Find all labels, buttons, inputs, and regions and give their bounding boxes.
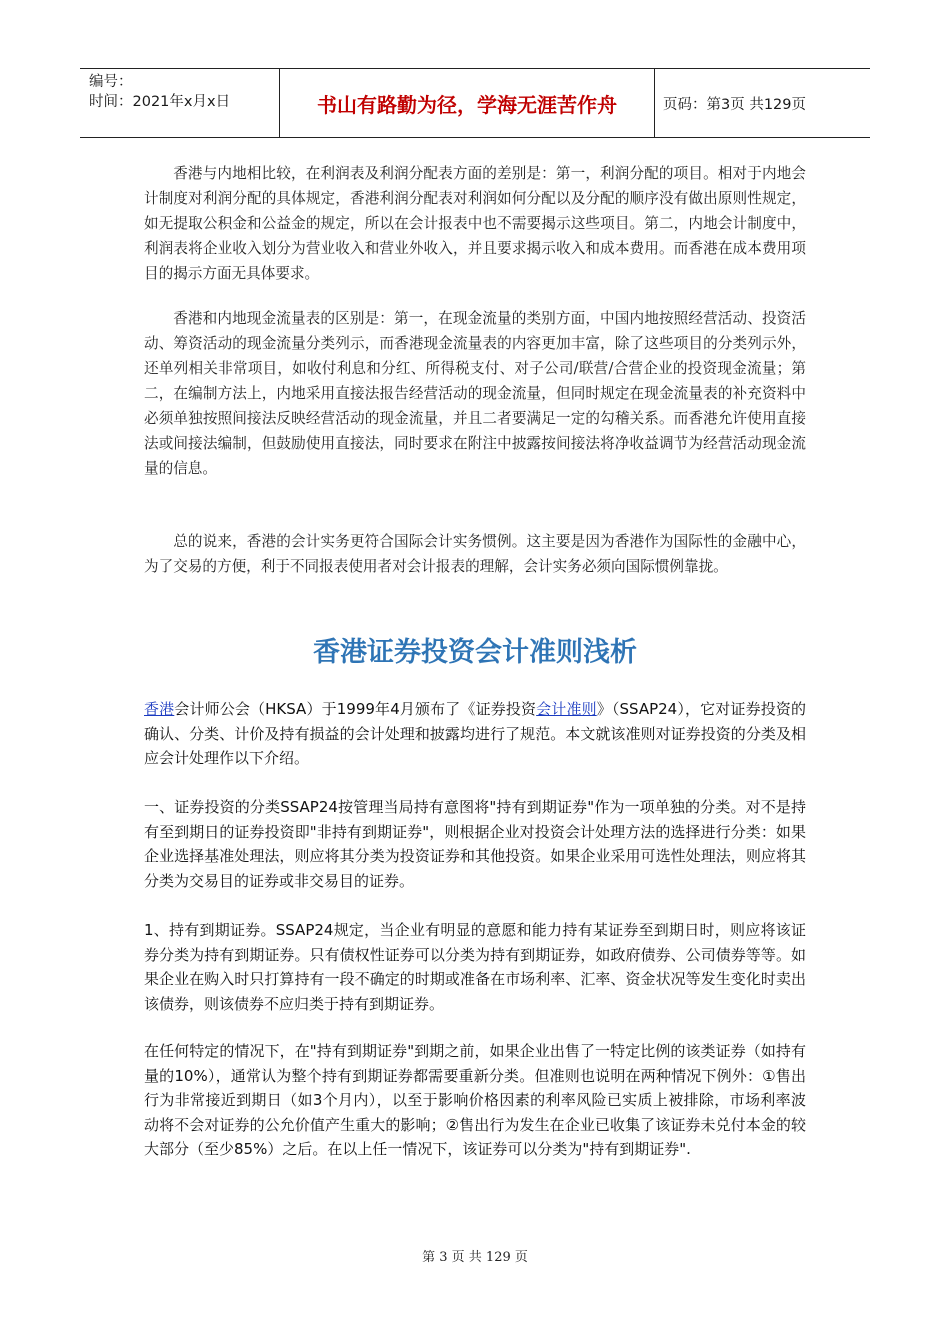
link-accounting-standard[interactable]: 会计准则 [536,700,597,718]
header-left-cell [80,69,280,137]
header-table [80,68,870,138]
intro-text-1: 会计师公会（HKSA）于1999年4月颁布了《证券投资 [174,700,537,718]
header-page-info: 页码：第3页 共129页 [663,96,807,113]
footer-page-number: 第 3 页 共 129 页 [422,1250,528,1265]
paragraph-cash-flow: 香港和内地现金流量表的区别是：第一，在现金流量的类别方面，中国内地按照经营活动、投资活动、筹资活动的现金流量分类列示，而香港现金流量表的内容更加丰富，除了这些项目的分类列示外，还单列相关非常项目，如收付利息和分红、所得税支付、对子公司/联营/合营企业的投资现金流量；第二，在编制方法上，内地采用直接法报告经营活动的现金流量，但同时规定在现金流量表的补充资料中必须单独按照间接法反映经营活动的现金流量，并且二者要满足一定的勾稽关系。而香港允许使用直接法或间接法编制，但鼓励使用直接法，同时要求在附注中披露按间接法将净收益调节为经营活动现金流量的信息。 [144,310,806,477]
intro-text-2: 》（SSAP24），它对证券投资的确认、分类、计价及持有损益的会计处理和披露均进行了规范。本文就该准则对证券投资的分类及相应会计处理作以下介绍。 [144,700,806,767]
paragraph-classification: 一、证券投资的分类SSAP24按管理当局持有意图将"持有到期证券"作为一项单独的分类。对不是持有至到期日的证券投资即"非持有到期证券"，则根据企业对投资会计处理方法的选择进行分类：如果企业选择基准处理法，则应将其分类为投资证券和其他投资。如果企业采用可选性处理法，则应将其分类为交易目的证券或非交易目的证券。 [144,798,806,890]
date-label: 时间：2021年x月x日 [89,94,231,110]
paragraph-summary: 总的说来，香港的会计实务更符合国际会计实务惯例。这主要是因为香港作为国际性的金融中心，为了交易的方便，利于不同报表使用者对会计报表的理解，会计实务必须向国际惯例靠拢。 [144,533,806,575]
link-hongkong[interactable]: 香港 [144,700,175,718]
header-motto: 书山有路勤为径，学海无涯苦作舟 [280,69,655,137]
paragraph-exceptions: 在任何特定的情况下，在"持有到期证券"到期之前，如果企业出售了一特定比例的该类证券（如持有量的10%），通常认为整个持有到期证券都需要重新分类。但准则也说明在两种情况下例外：①售出行为非常接近到期日（如3个月内），以至于影响价格因素的利率风险已实质上被排除，市场利率波动将不会对证券的公允价值产生重大的影响；②售出行为发生在企业已收集了该证券未兑付本金的较大部分（至少85%）之后。在以上任一情况下，该证券可以分类为"持有到期证券". [144,1042,806,1158]
article-title: 香港证券投资会计准则浅析 [313,637,637,668]
paragraph-held-to-maturity: 1、持有到期证券。SSAP24规定，当企业有明显的意愿和能力持有某证券至到期日时，则应将该证券分类为持有到期证券。只有债权性证券可以分类为持有到期证券，如政府债券、公司债券等等。如果企业在购入时只打算持有一段不确定的时期或准备在市场利率、汇率、资金状况等发生变化时卖出该债券，则该债券不应归类于持有到期证券。 [144,921,806,1013]
number-label: 编号： [89,74,133,90]
paragraph-intro [144,697,806,771]
paragraph-profit-statement: 香港与内地相比较，在利润表及利润分配表方面的差别是：第一，利润分配的项目。相对于内地会计制度对利润分配的具体规定，香港利润分配表对利润如何分配以及分配的顺序没有做出原则性规定，如无提取公积金和公益金的规定，所以在会计报表中也不需要揭示这些项目。第二，内地会计制度中，利润表将企业收入划分为营业收入和营业外收入，并且要求揭示收入和成本费用。而香港在成本费用项目的揭示方面无具体要求。 [144,165,806,282]
